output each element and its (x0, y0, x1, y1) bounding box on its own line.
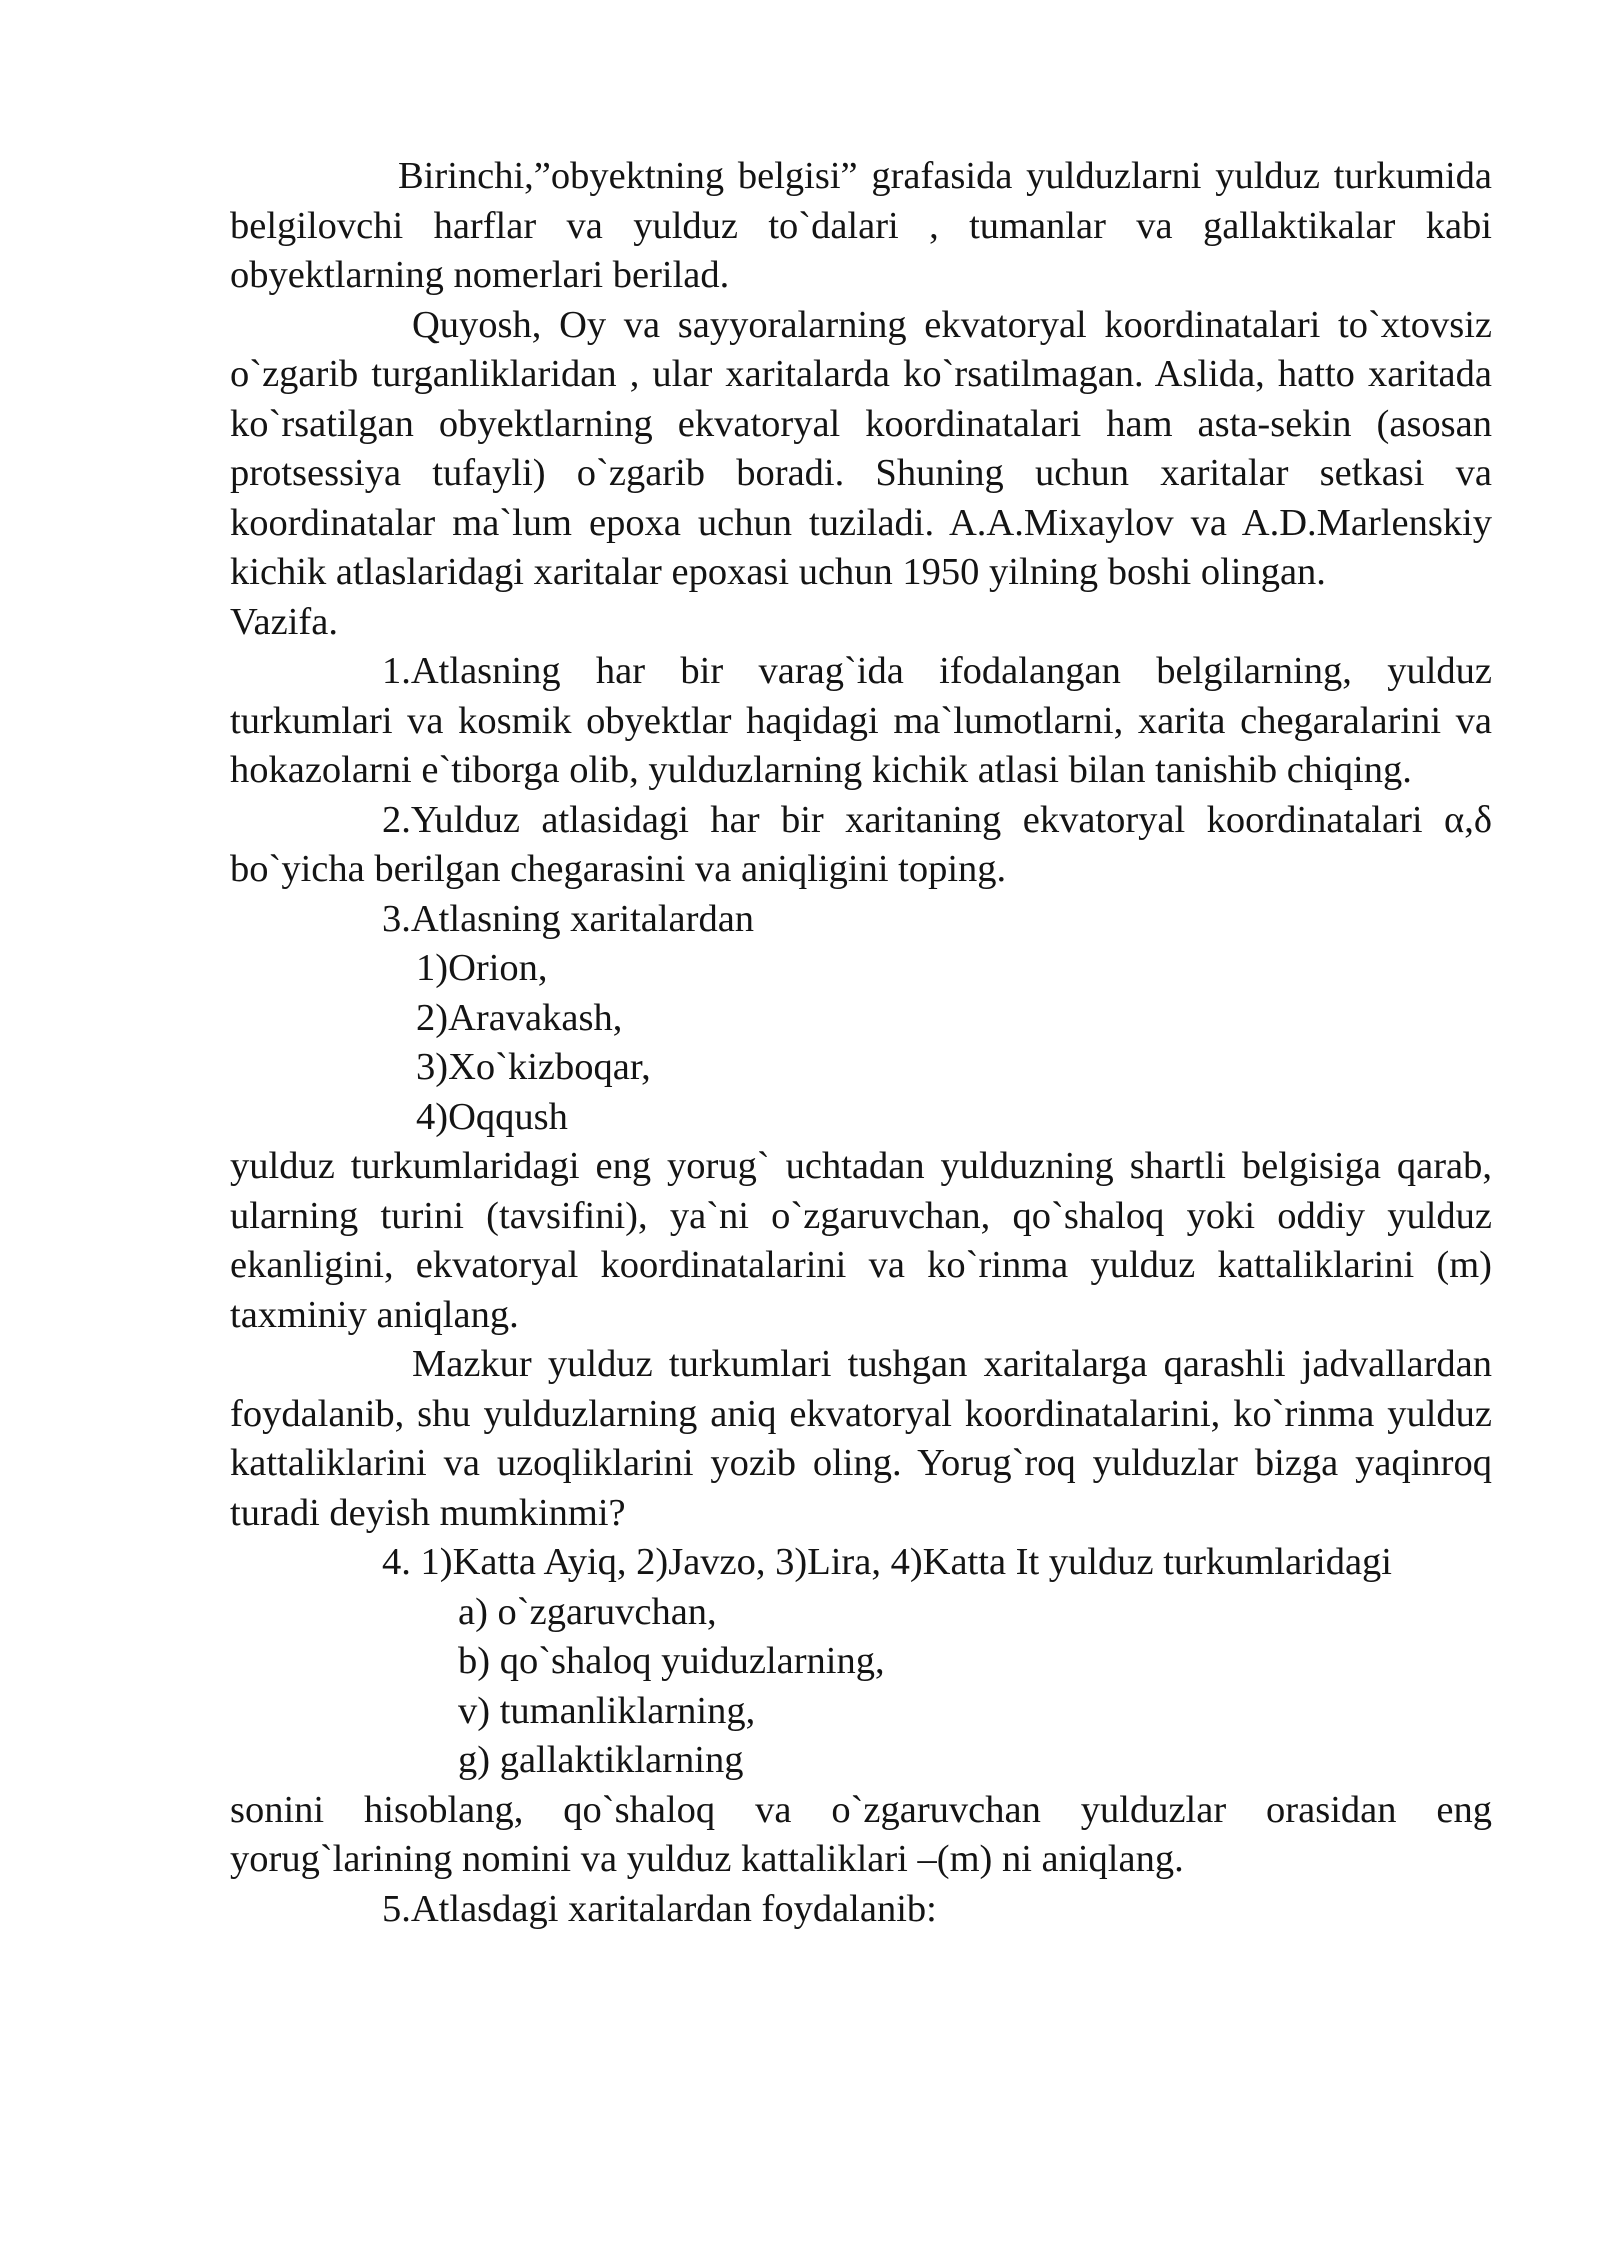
task-4-item: b) qo`shaloq yuiduzlarning, (458, 1640, 885, 1682)
task-1: 1.Atlasning har bir varag`ida ifodalangan belgilarning, yulduz turkumlari va kosmik obyektlar haqidagi ma`lumotlarni, xarita chegaralarini va hokazolarni e`tiborga olib, yulduzlarning kichik atlasi bilan tanishib chiqing. (230, 650, 1492, 791)
task-3-continuation: yulduz turkumlaridagi eng yorug` uchtadan yulduzning shartli belgisiga qarab, ularning turini (tavsifini), ya`ni o`zgaruvchan, qo`shaloq yoki oddiy yulduz ekanligini, ekvatoryal koordinatalarini va ko`rinma yulduz kattaliklarini (m) taxminiy aniqlang. (230, 1145, 1492, 1336)
task-4: 4. 1)Katta Ayiq, 2)Javzo, 3)Lira, 4)Katta It yulduz turkumlaridagi (382, 1541, 1393, 1583)
task-3-item: 4)Oqqush (416, 1095, 568, 1138)
task-4-item: v) tumanliklarning, (458, 1689, 756, 1732)
task-4-item: g) gallaktiklarning (458, 1739, 744, 1781)
task-4-item: a) o`zgaruvchan, (458, 1590, 717, 1633)
task-3-item: 3)Xo`kizboqar, (416, 1046, 651, 1088)
task-3-item: 2)Aravakash, (416, 996, 623, 1039)
document-page (230, 152, 1492, 1934)
section-heading: Vazifa. (230, 600, 338, 643)
paragraph-object-symbol: Birinchi,”obyektning belgisi” grafasida yulduzlarni yulduz turkumida belgilovchi harflar va yulduz to`dalari , tumanlar va gallaktikalar kabi obyektlarning nomerlari berilad. (230, 155, 1492, 296)
task-5: 5.Atlasdagi xaritalardan foydalanib: (382, 1887, 937, 1930)
task-2: 2.Yulduz atlasidagi har bir xaritaning ekvatoryal koordinatalari α,δ bo`yicha berilgan chegarasini va aniqligini toping. (230, 798, 1492, 890)
task-4-continuation: sonini hisoblang, qo`shaloq va o`zgaruvchan yulduzlar orasidan eng yorug`larining nomini va yulduz kattaliklari –(m) ni aniqlang. (230, 1788, 1492, 1880)
paragraph-tables: Mazkur yulduz turkumlari tushgan xaritalarga qarashli jadvallardan foydalanib, shu yulduzlarning aniq ekvatoryal koordinatalarini, ko`rinma yulduz kattaliklarini va uzoqliklarini yozib oling. Yorug`roq yulduzlar bizga yaqinroq turadi deyish mumkinmi? (230, 1343, 1492, 1534)
paragraph-coordinates: Quyosh, Oy va sayyoralarning ekvatoryal koordinatalari to`xtovsiz o`zgarib turganliklaridan , ular xaritalarda ko`rsatilmagan. Aslida, hatto xaritada ko`rsatilgan obyektlarning ekvatoryal koordinatalari ham asta-sekin (asosan protsessiya tufayli) o`zgarib boradi. Shuning uchun xaritalar setkasi va koordinatalar ma`lum epoxa uchun tuziladi. A.A.Mixaylov va A.D.Marlenskiy kichik atlaslaridagi xaritalar epoxasi uchun 1950 yilning boshi olingan. (230, 303, 1492, 593)
task-3: 3.Atlasning xaritalardan (382, 897, 755, 940)
task-3-item: 1)Orion, (416, 947, 548, 989)
